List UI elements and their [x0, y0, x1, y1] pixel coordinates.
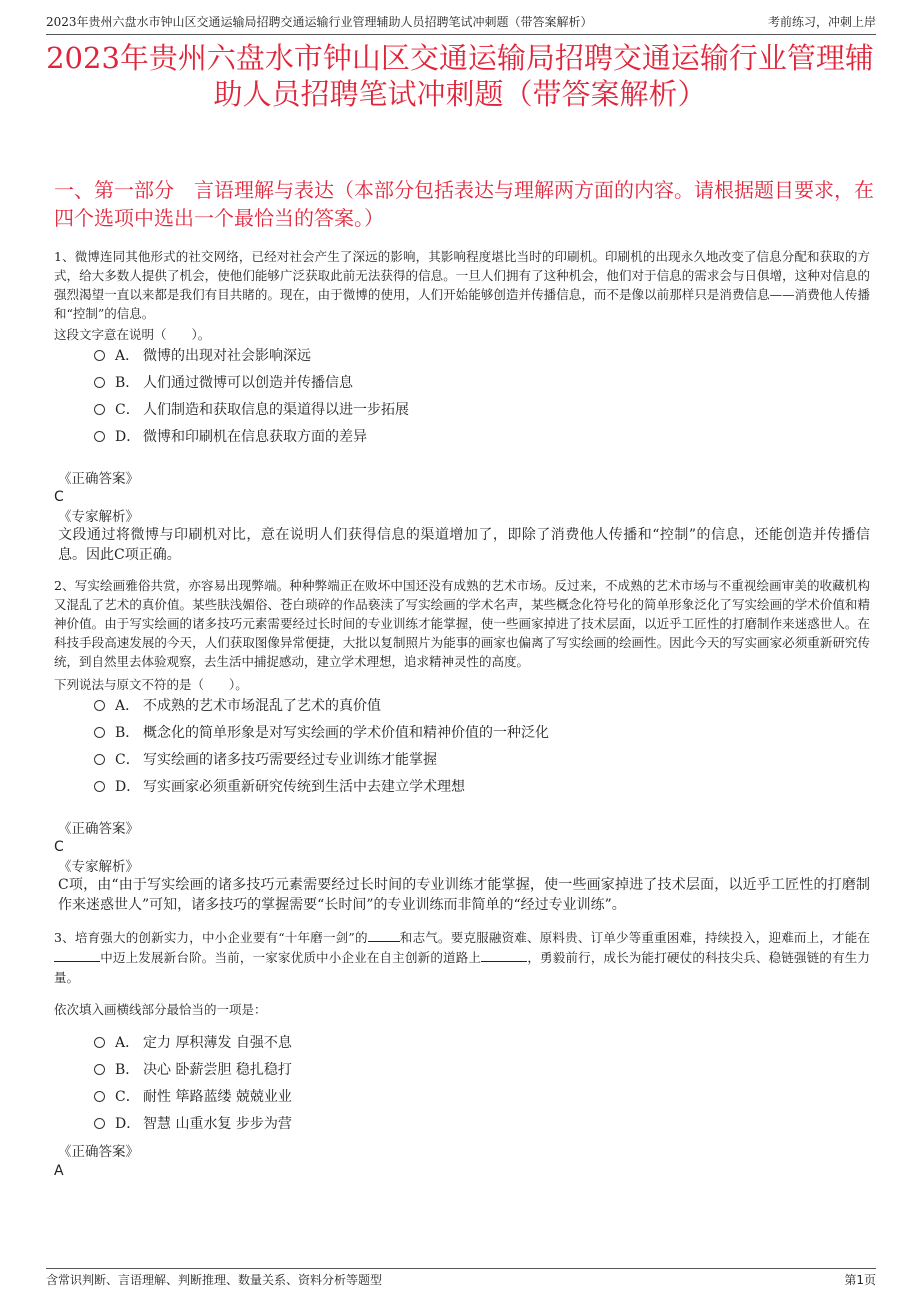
radio-button-icon[interactable]: [94, 431, 105, 442]
question-1-answer: C: [54, 489, 64, 505]
question-1-analysis: 文段通过将微博与印刷机对比，意在说明人们获得信息的渠道增加了，即除了消费他人传播和“控制”的信息，还能创造并传播信息。因此C项正确。: [58, 527, 870, 563]
fill-blank-3: [481, 961, 527, 962]
radio-button-icon[interactable]: [94, 1037, 105, 1048]
radio-button-icon[interactable]: [94, 727, 105, 738]
section-heading: 一、第一部分 言语理解与表达（本部分包括表达与理解两方面的内容。请根据题目要求，在四个选项中选出一个最恰当的答案。）: [54, 178, 874, 230]
question-1-option-b[interactable]: B． 人们通过微博可以创造并传播信息: [94, 373, 353, 393]
page-header: [46, 12, 876, 35]
page-footer: [46, 1268, 876, 1291]
radio-button-icon[interactable]: [94, 754, 105, 765]
radio-button-icon[interactable]: [94, 1091, 105, 1102]
fill-blank-2: [54, 961, 100, 962]
question-2-option-d[interactable]: D． 写实画家必须重新研究传统到生活中去建立学术理想: [94, 777, 465, 797]
question-2-analysis: C项，由“由于写实绘画的诸多技巧元素需要经过长时间的专业训练才能掌握，使一些画家掉进了技术层面，以近乎工匠性的打磨制作来迷惑世人”可知，诸多技巧的掌握需要“长时间”的专业训练而非简单的“经过专业训练”。: [58, 877, 870, 913]
radio-button-icon[interactable]: [94, 377, 105, 388]
question-1-option-a[interactable]: A． 微博的出现对社会影响深远: [94, 346, 311, 366]
radio-button-icon[interactable]: [94, 1064, 105, 1075]
radio-button-icon[interactable]: [94, 1118, 105, 1129]
page-number: 第1页: [844, 1273, 876, 1287]
question-2-text: 2、写实绘画雅俗共赏，亦容易出现弊端。种种弊端正在败坏中国还没有成熟的艺术市场。反过来，不成熟的艺术市场与不重视绘画审美的收藏机构又混乱了艺术的真价值。某些肤浅媚俗、苍白琐碎的作品亵渎了写实绘画的学术名声，某些概念化符号化的简单形象泛化了写实绘画的学术价值和精神价值。由于写实绘画的诸多技巧元素需要经过长时间的专业训练才能掌握，使一些画家掉进了技术层面，以近乎工匠性的打磨制作来迷惑世人。在科技手段高速发展的今天，人们获取图像异常便捷，大批以复制照片为能事的画家也偏离了写实绘画的绘画性。因此今天的写实画家必须重新研究传统，到自然里去体验观察，去生活中捕捉感动，建立学术理想，追求精神灵性的高度。: [54, 578, 870, 669]
question-3-text: 3、培育强大的创新实力，中小企业要有“十年磨一剑”的 和志气。要克服融资难、原料贵、订单少等重重困难，持续投入，迎难而上，才能在中迈上发展新台阶。当前，一家家优质中小企业在自主创新的道路上 ，勇毅前行，成长为能打硬仗的科技尖兵、稳链强链的有生力量。: [54, 930, 870, 985]
question-2-analysis-label: 《专家解析》: [58, 859, 139, 875]
question-1-option-c[interactable]: C． 人们制造和获取信息的渠道得以进一步拓展: [94, 400, 409, 420]
radio-button-icon[interactable]: [94, 781, 105, 792]
radio-button-icon[interactable]: [94, 350, 105, 361]
question-2-answer-label: 《正确答案》: [58, 821, 139, 837]
question-2-option-b[interactable]: B． 概念化的简单形象是对写实绘画的学术价值和精神价值的一种泛化: [94, 723, 549, 743]
question-3-option-a[interactable]: A． 定力 厚积薄发 自强不息: [94, 1033, 292, 1053]
document-title: 2023年贵州六盘水市钟山区交通运输局招聘交通运输行业管理辅助人员招聘笔试冲刺题（带答案解析）: [46, 41, 874, 111]
question-3-option-b[interactable]: B． 决心 卧薪尝胆 稳扎稳打: [94, 1060, 292, 1080]
radio-button-icon[interactable]: [94, 700, 105, 711]
fill-blank-1: [368, 941, 400, 942]
question-2-answer: C: [54, 839, 64, 855]
question-1-option-d[interactable]: D． 微博和印刷机在信息获取方面的差异: [94, 427, 367, 447]
question-3-prompt: 依次填入画横线部分最恰当的一项是：: [54, 1002, 267, 1017]
question-2-prompt: 下列说法与原文不符的是（ ）。: [54, 677, 248, 692]
question-3-answer-label: 《正确答案》: [58, 1144, 139, 1160]
question-1-prompt: 这段文字意在说明（ ）。: [54, 327, 211, 342]
question-2-option-a[interactable]: A． 不成熟的艺术市场混乱了艺术的真价值: [94, 696, 381, 716]
question-3-answer: A: [54, 1163, 64, 1179]
question-1-text: 1、微博连同其他形式的社交网络，已经对社会产生了深远的影响，其影响程度堪比当时的印刷机。印刷机的出现永久地改变了信息分配和获取的方式，给大多数人提供了机会，使他们能够广泛获取此前无法获得的信息。一旦人们拥有了这种机会，他们对于信息的需求会与日俱增，这种对信息的强烈渴望一直以来都是我们有目共睹的。现在，由于微博的使用，人们开始能够创造并传播信息，而不是像以前那样只是消费信息——消费他人传播和“控制”的信息。: [54, 249, 870, 321]
question-2-option-c[interactable]: C． 写实绘画的诸多技巧需要经过专业训练才能掌握: [94, 750, 437, 770]
question-3-option-c[interactable]: C． 耐性 筚路蓝缕 兢兢业业: [94, 1087, 292, 1107]
footer-description: 含常识判断、言语理解、判断推理、数量关系、资料分析等题型: [46, 1273, 383, 1287]
header-slogan: 考前练习，冲刺上岸: [767, 15, 876, 29]
question-1-analysis-label: 《专家解析》: [58, 509, 139, 525]
header-doc-title: 2023年贵州六盘水市钟山区交通运输局招聘交通运输行业管理辅助人员招聘笔试冲刺题（带答案解析）: [46, 15, 593, 29]
question-3-option-d[interactable]: D． 智慧 山重水复 步步为营: [94, 1114, 292, 1134]
question-1-answer-label: 《正确答案》: [58, 471, 139, 487]
radio-button-icon[interactable]: [94, 404, 105, 415]
